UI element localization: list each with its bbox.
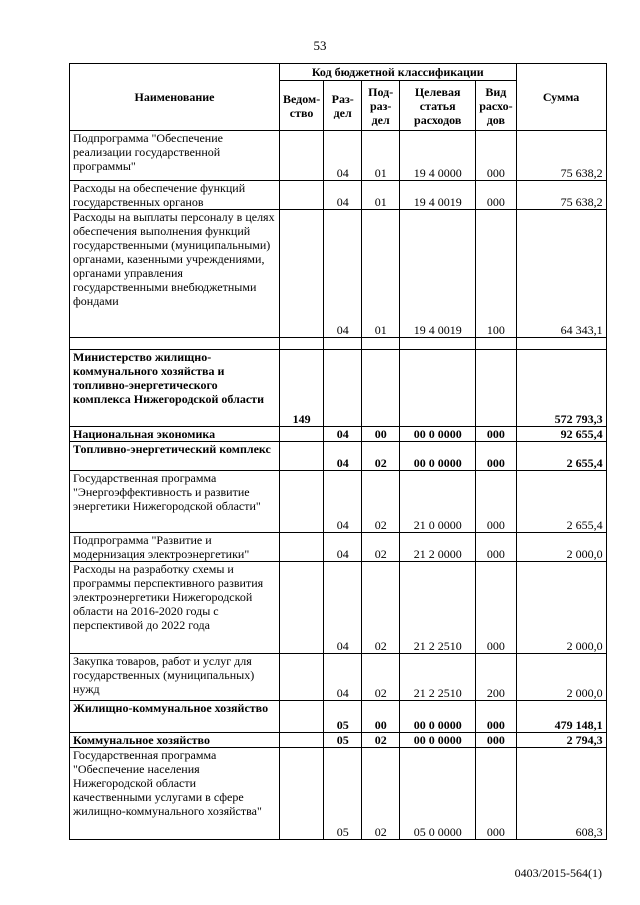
- cell-ved: [280, 654, 324, 701]
- cell-summa: 2 000,0: [516, 533, 606, 562]
- cell-summa: 92 655,4: [516, 427, 606, 442]
- cell-podrazdel: 01: [362, 131, 400, 181]
- cell-celevaya: 00 0 0000: [400, 733, 476, 748]
- cell-celevaya: 19 4 0019: [400, 181, 476, 210]
- cell-ved: [280, 181, 324, 210]
- cell-vid: [476, 350, 516, 427]
- cell-ved: [280, 562, 324, 654]
- cell-name: Жилищно-коммунальное хозяйство: [70, 701, 280, 733]
- cell-name: Национальная экономика: [70, 427, 280, 442]
- cell-name: Коммунальное хозяйство: [70, 733, 280, 748]
- cell-vid: 000: [476, 701, 516, 733]
- cell-ved: [280, 701, 324, 733]
- cell-summa: 75 638,2: [516, 131, 606, 181]
- document-code: 0403/2015-564(1): [514, 866, 602, 880]
- cell-celevaya: 19 4 0000: [400, 131, 476, 181]
- cell-razdel: 04: [324, 131, 362, 181]
- cell-celevaya: 00 0 0000: [400, 442, 476, 471]
- cell-podrazdel: 02: [362, 471, 400, 533]
- cell-razdel: 04: [324, 427, 362, 442]
- cell-summa: 2 655,4: [516, 442, 606, 471]
- cell-name: Закупка товаров, работ и услуг для государственных (муниципальных) нужд: [70, 654, 280, 701]
- table-row: [70, 748, 607, 840]
- cell-summa: 572 793,3: [516, 350, 606, 427]
- table-row: [70, 181, 607, 210]
- cell-ved: 149: [280, 350, 324, 427]
- cell-podrazdel: 01: [362, 210, 400, 338]
- cell-summa: 2 655,4: [516, 471, 606, 533]
- cell-name: Государственная программа "Энергоэффективность и развитие энергетики Нижегородской области": [70, 471, 280, 533]
- table-row: [70, 654, 607, 701]
- cell-vid: 000: [476, 748, 516, 840]
- cell-ved: [280, 748, 324, 840]
- cell-vid: 000: [476, 533, 516, 562]
- col-header-vedomstvo: Ведом-ство: [280, 81, 324, 131]
- cell-celevaya: 00 0 0000: [400, 427, 476, 442]
- cell-razdel: 04: [324, 442, 362, 471]
- col-header-vid: Вид расхо-дов: [476, 81, 516, 131]
- cell-summa: 2 000,0: [516, 654, 606, 701]
- cell-celevaya: 05 0 0000: [400, 748, 476, 840]
- table-row: [70, 733, 607, 748]
- cell-podrazdel: 02: [362, 748, 400, 840]
- cell-summa: 2 794,3: [516, 733, 606, 748]
- col-header-celevaya: Целевая статья расходов: [400, 81, 476, 131]
- cell-podrazdel: 00: [362, 427, 400, 442]
- col-header-name: Наименование: [70, 64, 280, 131]
- cell-celevaya: 21 2 0000: [400, 533, 476, 562]
- cell-ved: [280, 210, 324, 338]
- cell-razdel: 04: [324, 654, 362, 701]
- table-row: [70, 131, 607, 181]
- cell-vid: 000: [476, 427, 516, 442]
- cell-celevaya: 00 0 0000: [400, 701, 476, 733]
- table-row: [70, 350, 607, 427]
- cell-ved: [280, 471, 324, 533]
- cell-razdel: 04: [324, 562, 362, 654]
- cell-summa: 75 638,2: [516, 181, 606, 210]
- cell-name: Подпрограмма "Развитие и модернизация электроэнергетики": [70, 533, 280, 562]
- cell-name: Министерство жилищно-коммунального хозяйства и топливно-энергетического комплекса Нижегородской области: [70, 350, 280, 427]
- cell-celevaya: 21 2 2510: [400, 562, 476, 654]
- spacer-row: [70, 338, 607, 350]
- cell-vid: 000: [476, 442, 516, 471]
- cell-vid: 200: [476, 654, 516, 701]
- cell-summa: 64 343,1: [516, 210, 606, 338]
- cell-podrazdel: 02: [362, 562, 400, 654]
- cell-celevaya: 21 0 0000: [400, 471, 476, 533]
- cell-podrazdel: 02: [362, 733, 400, 748]
- cell-podrazdel: 02: [362, 654, 400, 701]
- cell-ved: [280, 131, 324, 181]
- cell-name: Топливно-энергетический комплекс: [70, 442, 280, 471]
- cell-name: Подпрограмма "Обеспечение реализации государственной программы": [70, 131, 280, 181]
- cell-summa: 608,3: [516, 748, 606, 840]
- cell-razdel: 05: [324, 748, 362, 840]
- cell-razdel: 04: [324, 533, 362, 562]
- cell-vid: 000: [476, 131, 516, 181]
- cell-name: Расходы на обеспечение функций государственных органов: [70, 181, 280, 210]
- cell-vid: 000: [476, 181, 516, 210]
- cell-razdel: 04: [324, 210, 362, 338]
- cell-vid: 100: [476, 210, 516, 338]
- page-number: 53: [313, 38, 327, 53]
- table-row: [70, 562, 607, 654]
- cell-razdel: 04: [324, 181, 362, 210]
- cell-ved: [280, 427, 324, 442]
- cell-summa: 2 000,0: [516, 562, 606, 654]
- cell-name: Расходы на выплаты персоналу в целях обеспечения выполнения функций государственными (муниципальными) органами, казенными учреждениями, органами управления государственными внебюджетными фондами: [70, 210, 280, 338]
- cell-razdel: 04: [324, 471, 362, 533]
- cell-razdel: [324, 350, 362, 427]
- cell-podrazdel: 02: [362, 442, 400, 471]
- cell-vid: 000: [476, 471, 516, 533]
- cell-celevaya: 21 2 2510: [400, 654, 476, 701]
- cell-podrazdel: 01: [362, 181, 400, 210]
- col-header-podrazdel: Под-раз-дел: [362, 81, 400, 131]
- cell-name: Государственная программа "Обеспечение населения Нижегородской области качественными услугами в сфере жилищно-коммунального хозяйства": [70, 748, 280, 840]
- table-row: [70, 471, 607, 533]
- table-row: [70, 427, 607, 442]
- cell-podrazdel: [362, 350, 400, 427]
- cell-summa: 479 148,1: [516, 701, 606, 733]
- table-row: [70, 701, 607, 733]
- cell-ved: [280, 533, 324, 562]
- table-row: [70, 442, 607, 471]
- cell-celevaya: 19 4 0019: [400, 210, 476, 338]
- cell-razdel: 05: [324, 733, 362, 748]
- cell-vid: 000: [476, 733, 516, 748]
- cell-name: Расходы на разработку схемы и программы перспективного развития электроэнергетики Нижегородской области на 2016-2020 годы с перспективой до 2022 года: [70, 562, 280, 654]
- cell-podrazdel: 00: [362, 701, 400, 733]
- table-row: [70, 210, 607, 338]
- budget-table: [69, 63, 607, 840]
- col-header-summa: Сумма: [516, 64, 606, 131]
- table-row: [70, 533, 607, 562]
- cell-celevaya: [400, 350, 476, 427]
- col-header-group: Код бюджетной классификации: [280, 64, 517, 81]
- col-header-razdel: Раз-дел: [324, 81, 362, 131]
- cell-podrazdel: 02: [362, 533, 400, 562]
- cell-razdel: 05: [324, 701, 362, 733]
- cell-vid: 000: [476, 562, 516, 654]
- cell-ved: [280, 733, 324, 748]
- cell-ved: [280, 442, 324, 471]
